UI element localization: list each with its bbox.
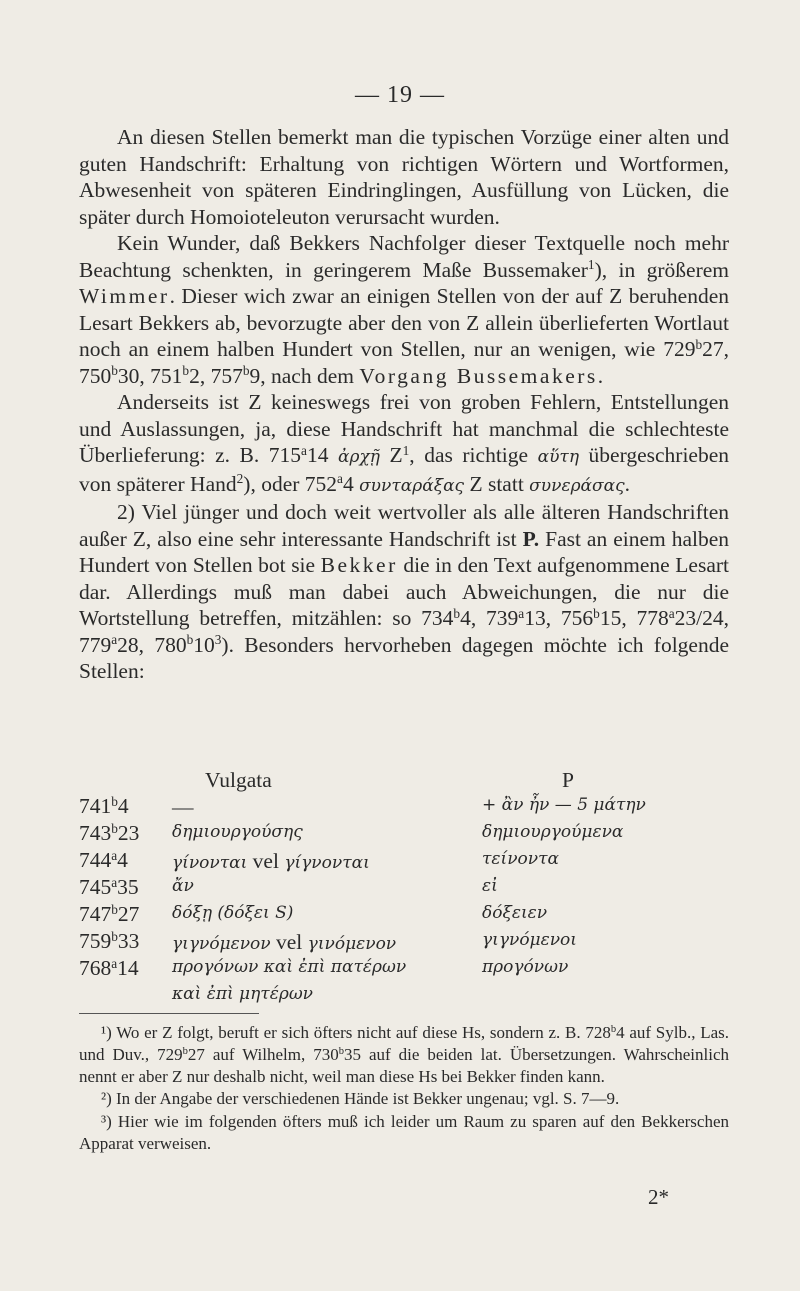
person-name: Wimmer <box>79 284 170 308</box>
table-row <box>79 956 729 983</box>
table-header <box>79 768 729 794</box>
line-reference: 741$^b$4 <box>79 793 129 818</box>
paragraph-4: 2) Viel jünger und doch weit wertvoller als alle älteren Handschriften außer Z, also eine sehr interessante Handschrift ist P. Fast an einem halben Hundert von Stellen bot sie Bekker die in den Text aufgenommene Lesart dar. Allerdings muß man dabei auch Abweichungen, die nur die Wortstellung betreffen, mitzählen: so 734$^b$4, 739$^a$13, 756$^b$15, 778$^a$23/24, 779$^a$28, $780^b10^3$). Besonders hervorheben dagegen möchte ich folgende Stellen: <box>79 500 730 683</box>
paragraph-3: Anderseits ist Z keineswegs frei von groben Fehlern, Entstellungen und Auslassungen, ja, diese Handschrift hat manchmal die schlechteste Überlieferung: z. B. 715$^a$14 ἀρχῇ $Z^1$, das richtige αὕτη übergeschrieben von späterer Hand$^2$), oder 752$^a$4 συνταράξας Z statt συνεράσας. <box>79 390 730 496</box>
signature-mark: 2* <box>648 1185 669 1209</box>
line-reference: 743$^b$23 <box>79 820 140 845</box>
vulgata-reading: ἄν <box>172 876 194 896</box>
vulgata-reading: γίνονται vel γίγνονται <box>172 849 370 873</box>
greek-word: αὕτη <box>537 447 579 467</box>
footnote-ref: 1 <box>587 257 595 273</box>
table-row-continuation <box>79 983 729 1009</box>
table-row <box>79 875 729 902</box>
vulgata-reading: προγόνων καὶ ἐπὶ πατέρων <box>172 957 407 977</box>
variant-table <box>79 768 729 1009</box>
vulgata-reading: δημιουργούσης <box>172 822 303 842</box>
p-reading: εἰ <box>482 876 498 896</box>
vulgata-reading: γιγνόμενον vel γινόμενον <box>172 930 397 954</box>
line-reference: 745$^a$35 <box>79 874 139 899</box>
table-row <box>79 821 729 848</box>
p-reading: τείνοντα <box>482 849 559 869</box>
greek-word: συνταράξας <box>359 475 465 496</box>
footnote-2: ²) In der Angabe der verschiedenen Hände ist Bekker ungenau; vgl. S. 7—9. <box>101 1089 620 1109</box>
paragraph-2: Kein Wunder, daß Bekkers Nachfolger dieser Textquelle noch mehr Beachtung schenkten, in geringerem Maße Bussemaker$^1$), in größerem Wimmer. Dieser wich zwar an einigen Stellen von der auf Z beruhenden Lesart Bekkers ab, bevorzugte aber den von Z allein überlieferten Wortlaut noch an einem halben Hundert von Stellen, nur an wenigen, wie 729$^b$27, 750$^b$30, 751$^b$2, 757$^b$9, nach dem Vorgang Bussemakers. <box>79 231 729 388</box>
table-row <box>79 848 729 875</box>
column-header-vulgata: Vulgata <box>205 768 272 792</box>
p-reading: γιγνόμενοι <box>482 930 577 950</box>
p-reading: δόξειεν <box>482 903 548 923</box>
p-reading: δημιουργούμενα <box>482 822 624 842</box>
person-name: Bekker <box>320 553 398 577</box>
line-reference: 768$^a$14 <box>79 955 139 980</box>
page-number: — 19 — <box>355 82 445 108</box>
greek-word: ἀρχῇ <box>337 447 380 467</box>
table-row <box>79 794 729 821</box>
vulgata-reading: δόξῃ (δόξει S) <box>172 903 294 923</box>
footnote-divider <box>79 1013 259 1014</box>
vulgata-reading: καὶ ἐπὶ μητέρων <box>172 984 314 1004</box>
line-reference: 747$^b$27 <box>79 901 140 926</box>
manuscript-siglum: P. <box>522 526 540 551</box>
person-name: Vorgang Bussemakers <box>359 363 598 388</box>
line-reference: 759$^b$33 <box>79 928 140 953</box>
table-row <box>79 929 729 956</box>
footnote-3: ³) Hier wie im folgenden öfters muß ich leider um Raum zu sparen auf den Bekkerschen Apparat verweisen. <box>79 1112 729 1153</box>
main-text <box>79 124 729 685</box>
footnote-1: ¹) Wo er Z folgt, beruft er sich öfters nicht auf diese Hs, sondern z. B. 728$^b$4 auf Sylb., Las. und Duv., 729$^b$27 auf Wilhelm, 730$^b$35 auf die beiden lat. Übersetzungen. Wahrscheinlich nennt er aber Z nur deshalb nicht, weil man diese Hs bei Bekker finden kann. <box>79 1023 729 1086</box>
paragraph-1: An diesen Stellen bemerkt man die typischen Vorzüge einer alten und guten Handschrift: Erhaltung von richtigen Wörtern und Wortformen, Abwesenheit von späteren Eindringlingen, Ausfüllung von Lücken, die später durch Homoioteleuton verursacht wurden. <box>79 125 729 229</box>
p-reading: προγόνων <box>482 957 569 977</box>
footnotes <box>79 1022 729 1156</box>
line-reference: 744$^a$4 <box>79 847 128 872</box>
greek-word: συνεράσας <box>529 475 625 496</box>
table-row <box>79 902 729 929</box>
column-header-p: P <box>562 768 574 792</box>
vulgata-reading: — <box>172 795 194 819</box>
p-reading: + ἂν ἦν — 5 μάτην <box>482 795 646 815</box>
